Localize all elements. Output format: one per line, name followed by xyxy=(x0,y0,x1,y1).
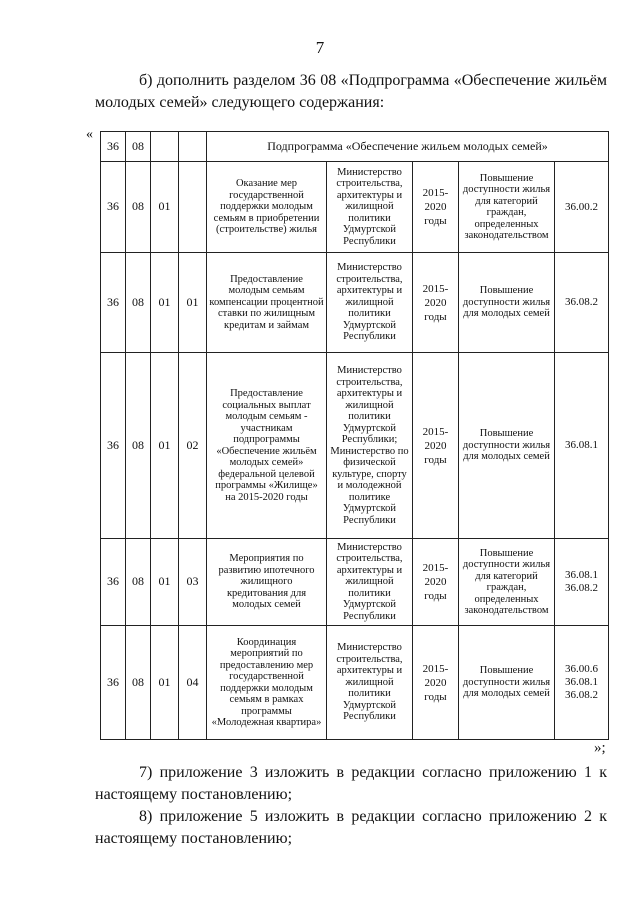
row-code-4: 02 xyxy=(179,353,207,539)
table-row xyxy=(101,253,609,353)
row-code-4: 01 xyxy=(179,253,207,353)
row-target-indicator: 36.08.1 xyxy=(555,353,609,539)
header-code-2: 08 xyxy=(126,132,151,162)
row-code-3: 01 xyxy=(151,162,179,253)
row-executor: Министерство строительства, архитектуры и жилищной политики Удмуртской Республики; Министерство по физической культуре, спорту и молодежной политике Удмуртской Республики xyxy=(327,353,413,539)
row-expected-result: Повышение доступности жилья для категорий граждан, определенных законодательством xyxy=(459,539,555,626)
row-executor: Министерство строительства, архитектуры и жилищной политики Удмуртской Республики xyxy=(327,162,413,253)
row-code-4: 04 xyxy=(179,626,207,740)
row-expected-result: Повышение доступности жилья для молодых семей xyxy=(459,353,555,539)
row-expected-result: Повышение доступности жилья для молодых семей xyxy=(459,253,555,353)
table-row xyxy=(101,626,609,740)
row-executor: Министерство строительства, архитектуры и жилищной политики Удмуртской Республики xyxy=(327,253,413,353)
row-measure-name: Координация мероприятий по предоставлению мер государственной поддержки молодым семьям в рамках программы «Молодежная квартира» xyxy=(207,626,327,740)
row-target-indicator: 36.08.1 36.08.2 xyxy=(555,539,609,626)
row-years: 2015-2020 годы xyxy=(413,539,459,626)
row-expected-result: Повышение доступности жилья для категорий граждан, определенных законодательством xyxy=(459,162,555,253)
header-empty-4 xyxy=(179,132,207,162)
row-code-4: 03 xyxy=(179,539,207,626)
row-code-2: 08 xyxy=(126,626,151,740)
subprogram-table xyxy=(100,131,609,740)
table-header-row xyxy=(101,132,609,162)
row-code-1: 36 xyxy=(101,162,126,253)
item-8-paragraph: 8) приложение 5 изложить в редакции согласно приложению 2 к настоящему постановлению; xyxy=(95,808,607,847)
table-row xyxy=(101,162,609,253)
row-code-3: 01 xyxy=(151,253,179,353)
item-7-paragraph: 7) приложение 3 изложить в редакции согласно приложению 1 к настоящему постановлению; xyxy=(95,764,607,803)
header-empty-3 xyxy=(151,132,179,162)
row-executor: Министерство строительства, архитектуры и жилищной политики Удмуртской Республики xyxy=(327,539,413,626)
row-years: 2015-2020 годы xyxy=(413,353,459,539)
closing-quote-mark: »; xyxy=(594,740,606,756)
row-code-1: 36 xyxy=(101,353,126,539)
row-target-indicator: 36.00.2 xyxy=(555,162,609,253)
row-measure-name: Оказание мер государственной поддержки молодым семьям в приобретении (строительстве) жилья xyxy=(207,162,327,253)
row-code-1: 36 xyxy=(101,539,126,626)
row-measure-name: Предоставление социальных выплат молодым семьям - участникам подпрограммы «Обеспечение жильём молодых семей» федеральной целевой программы «Жилище» на 2015-2020 годы xyxy=(207,353,327,539)
row-code-3: 01 xyxy=(151,353,179,539)
row-code-3: 01 xyxy=(151,539,179,626)
row-years: 2015-2020 годы xyxy=(413,626,459,740)
table-row xyxy=(101,353,609,539)
table-row xyxy=(101,539,609,626)
row-code-2: 08 xyxy=(126,539,151,626)
row-target-indicator: 36.00.6 36.08.1 36.08.2 xyxy=(555,626,609,740)
row-target-indicator: 36.08.2 xyxy=(555,253,609,353)
page-number: 7 xyxy=(315,38,325,57)
header-code-1: 36 xyxy=(101,132,126,162)
subprogram-title: Подпрограмма «Обеспечение жильем молодых семей» xyxy=(207,132,609,162)
row-code-2: 08 xyxy=(126,162,151,253)
row-years: 2015-2020 годы xyxy=(413,162,459,253)
row-measure-name: Мероприятия по развитию ипотечного жилищного кредитования для молодых семей xyxy=(207,539,327,626)
row-code-1: 36 xyxy=(101,626,126,740)
row-executor: Министерство строительства, архитектуры и жилищной политики Удмуртской Республики xyxy=(327,626,413,740)
row-code-2: 08 xyxy=(126,353,151,539)
row-measure-name: Предоставление молодым семьям компенсации процентной ставки по жилищным кредитам и займам xyxy=(207,253,327,353)
row-years: 2015-2020 годы xyxy=(413,253,459,353)
row-code-4 xyxy=(179,162,207,253)
intro-paragraph: б) дополнить разделом 36 08 «Подпрограмма «Обеспечение жильём молодых семей» следующего содержания: xyxy=(95,72,607,111)
row-expected-result: Повышение доступности жилья для молодых семей xyxy=(459,626,555,740)
row-code-1: 36 xyxy=(101,253,126,353)
row-code-3: 01 xyxy=(151,626,179,740)
row-code-2: 08 xyxy=(126,253,151,353)
opening-quote-mark: « xyxy=(86,127,93,142)
